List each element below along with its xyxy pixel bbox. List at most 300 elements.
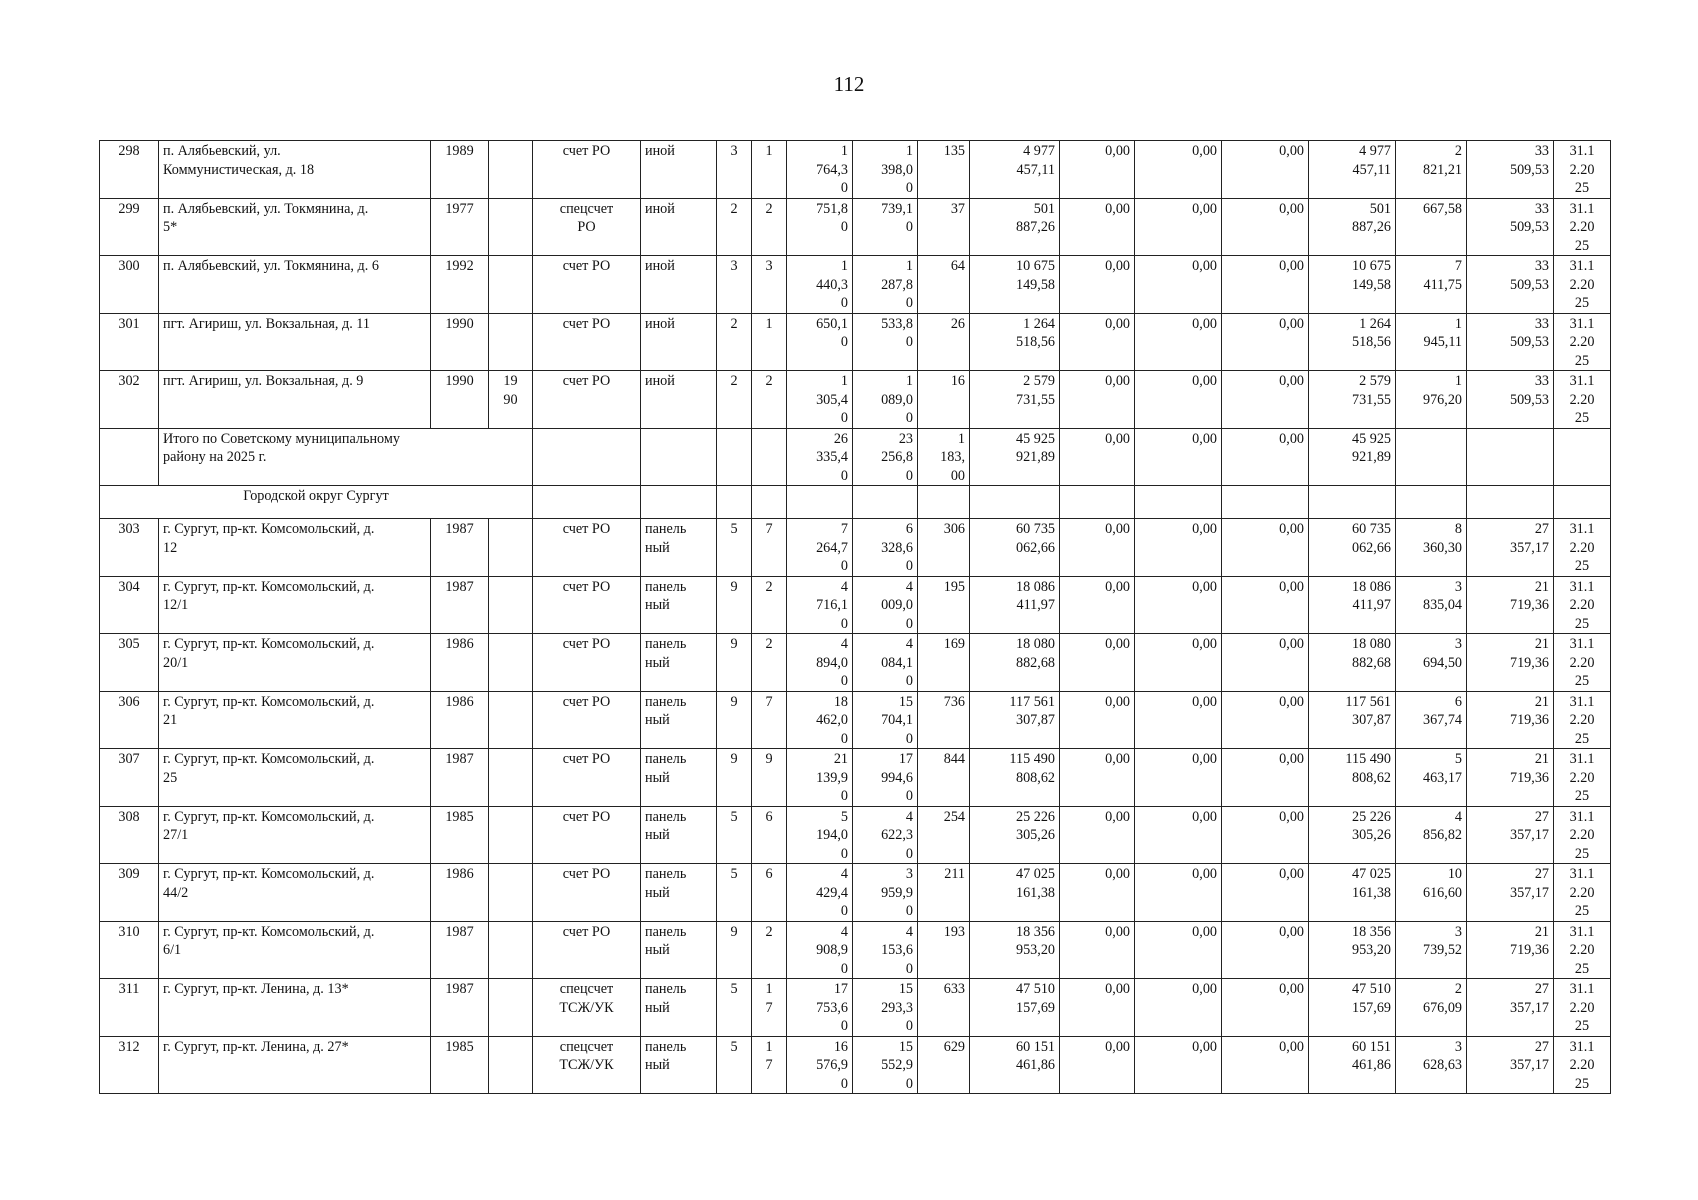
cell-cost-owners: 18 080 882,68 [1309,634,1396,692]
cell-empty [717,486,752,519]
cell-cost-source-2: 0,00 [1060,691,1135,749]
total-limit-per-sqm [1467,428,1554,486]
cell-deadline: 31.1 2.20 25 [1554,749,1611,807]
cell-total-area: 1 305,4 0 [787,371,853,429]
cell-year-reconstruction [489,921,533,979]
cell-floors: 9 [717,921,752,979]
cell-year-built: 1987 [431,921,489,979]
cell-deadline: 31.1 2.20 25 [1554,634,1611,692]
cell-residents: 254 [918,806,970,864]
cell-cost-source-2: 0,00 [1060,979,1135,1037]
cell-cost-owners: 115 490 808,62 [1309,749,1396,807]
cell-empty [533,486,641,519]
cell-cost-source-2: 0,00 [1060,313,1135,371]
cell-floors: 2 [717,313,752,371]
cell-wall-material: иной [641,256,717,314]
cell-entrances: 2 [752,198,787,256]
cell-fund-account: счет РО [533,371,641,429]
cell-living-area: 6 328,6 0 [853,519,918,577]
cell-cost-source-3: 0,00 [1135,313,1222,371]
cell-total-area: 16 576,9 0 [787,1036,853,1094]
cell-total-area: 18 462,0 0 [787,691,853,749]
cell-year-built: 1986 [431,864,489,922]
cell-row-number: 298 [100,141,159,199]
cell-address: п. Алябьевский, ул. Токмянина, д. 6 [159,256,431,314]
total-residents: 1 183, 00 [918,428,970,486]
cell-empty [752,486,787,519]
cell-total-area: 4 716,1 0 [787,576,853,634]
cell-entrances: 2 [752,371,787,429]
total-label: Итого по Советскому муниципальному району на 2025 г. [159,428,533,486]
cell-floors: 3 [717,141,752,199]
cell-year-reconstruction [489,1036,533,1094]
table-row [100,864,1611,922]
cell-entrances: 6 [752,806,787,864]
cell-cost-source-2: 0,00 [1060,749,1135,807]
cell-wall-material: иной [641,371,717,429]
cell-year-reconstruction [489,979,533,1037]
cell-row-number: 309 [100,864,159,922]
cell-cost-source-4: 0,00 [1222,371,1309,429]
cell-cost-source-3: 0,00 [1135,691,1222,749]
cell-floors: 5 [717,864,752,922]
cell-limit-per-sqm: 33 509,53 [1467,198,1554,256]
cell-limit-per-sqm: 27 357,17 [1467,864,1554,922]
cell-cost-per-sqm: 3 694,50 [1396,634,1467,692]
cell-living-area: 3 959,9 0 [853,864,918,922]
cell-cost-source-4: 0,00 [1222,979,1309,1037]
cell-total-cost: 115 490 808,62 [970,749,1060,807]
cell-year-built: 1987 [431,576,489,634]
table-row [100,371,1611,429]
cell-entrances: 7 [752,519,787,577]
cell-cost-source-4: 0,00 [1222,921,1309,979]
cell-living-area: 4 009,0 0 [853,576,918,634]
cell-cost-per-sqm: 7 411,75 [1396,256,1467,314]
cell-year-reconstruction [489,313,533,371]
cell-entrances: 1 [752,313,787,371]
cell-empty [1309,486,1396,519]
cell-fund-account: счет РО [533,141,641,199]
cell-living-area: 1 287,8 0 [853,256,918,314]
cell-row-number: 312 [100,1036,159,1094]
cell-empty [1396,486,1467,519]
cell-fund-account: счет РО [533,921,641,979]
cell-cost-source-2: 0,00 [1060,256,1135,314]
cell-total-area: 5 194,0 0 [787,806,853,864]
housing-program-table [99,140,1611,1094]
cell-total-area: 7 264,7 0 [787,519,853,577]
cell-address: п. Алябьевский, ул. Токмянина, д. 5* [159,198,431,256]
cell-deadline: 31.1 2.20 25 [1554,979,1611,1037]
cell-fund-account: счет РО [533,576,641,634]
cell-cost-owners: 2 579 731,55 [1309,371,1396,429]
cell-cost-per-sqm: 10 616,60 [1396,864,1467,922]
cell-total-area: 21 139,9 0 [787,749,853,807]
total-cost-source-3: 0,00 [1135,428,1222,486]
table-row [100,806,1611,864]
cell-total-cost: 25 226 305,26 [970,806,1060,864]
cell-entrances: 2 [752,576,787,634]
cell-total-cost: 18 086 411,97 [970,576,1060,634]
cell-address: г. Сургут, пр-кт. Комсомольский, д. 12 [159,519,431,577]
cell-fund-account: счет РО [533,806,641,864]
cell-residents: 306 [918,519,970,577]
cell-cost-source-2: 0,00 [1060,519,1135,577]
table-row [100,634,1611,692]
cell-total-cost: 18 356 953,20 [970,921,1060,979]
cell-wall-material: панель ный [641,921,717,979]
cell-floors: 9 [717,634,752,692]
cell-residents: 26 [918,313,970,371]
cell-floors: 5 [717,1036,752,1094]
cell-cost-owners: 117 561 307,87 [1309,691,1396,749]
cell-address: г. Сургут, пр-кт. Комсомольский, д. 20/1 [159,634,431,692]
cell-row-number: 300 [100,256,159,314]
cell-cost-source-3: 0,00 [1135,749,1222,807]
table-row [100,979,1611,1037]
cell-cost-per-sqm: 4 856,82 [1396,806,1467,864]
total-deadline [1554,428,1611,486]
cell-total-area: 751,8 0 [787,198,853,256]
cell-year-built: 1990 [431,371,489,429]
cell-address: г. Сургут, пр-кт. Комсомольский, д. 6/1 [159,921,431,979]
cell-wall-material: панель ный [641,806,717,864]
table-row [100,749,1611,807]
cell-total-area: 650,1 0 [787,313,853,371]
cell-cost-source-4: 0,00 [1222,256,1309,314]
cell-year-built: 1989 [431,141,489,199]
cell-residents: 16 [918,371,970,429]
cell-fund-account: счет РО [533,313,641,371]
cell-year-built: 1987 [431,979,489,1037]
cell-empty [752,428,787,486]
cell-residents: 135 [918,141,970,199]
cell-residents: 193 [918,921,970,979]
cell-cost-owners: 1 264 518,56 [1309,313,1396,371]
cell-total-cost: 47 510 157,69 [970,979,1060,1037]
table-body [100,141,1611,1094]
cell-empty [918,486,970,519]
cell-cost-source-4: 0,00 [1222,691,1309,749]
cell-total-cost: 4 977 457,11 [970,141,1060,199]
cell-deadline: 31.1 2.20 25 [1554,691,1611,749]
cell-cost-source-3: 0,00 [1135,256,1222,314]
cell-floors: 3 [717,256,752,314]
cell-living-area: 1 398,0 0 [853,141,918,199]
cell-living-area: 15 293,3 0 [853,979,918,1037]
cell-cost-source-4: 0,00 [1222,313,1309,371]
cell-limit-per-sqm: 33 509,53 [1467,313,1554,371]
cell-fund-account: спецсчет ТСЖ/УК [533,1036,641,1094]
cell-year-built: 1987 [431,749,489,807]
cell-residents: 169 [918,634,970,692]
cell-cost-source-3: 0,00 [1135,634,1222,692]
cell-living-area: 15 552,9 0 [853,1036,918,1094]
cell-empty [853,486,918,519]
cell-empty [970,486,1060,519]
cell-living-area: 17 994,6 0 [853,749,918,807]
cell-limit-per-sqm: 21 719,36 [1467,634,1554,692]
cell-deadline: 31.1 2.20 25 [1554,313,1611,371]
cell-cost-source-3: 0,00 [1135,806,1222,864]
cell-empty [100,428,159,486]
cell-wall-material: панель ный [641,519,717,577]
cell-residents: 37 [918,198,970,256]
cell-row-number: 311 [100,979,159,1037]
cell-year-built: 1990 [431,313,489,371]
cell-total-area: 1 764,3 0 [787,141,853,199]
cell-row-number: 301 [100,313,159,371]
cell-floors: 9 [717,749,752,807]
cell-limit-per-sqm: 21 719,36 [1467,749,1554,807]
cell-year-reconstruction [489,198,533,256]
cell-year-reconstruction [489,141,533,199]
cell-address: п. Алябьевский, ул. Коммунистическая, д. 18 [159,141,431,199]
cell-row-number: 304 [100,576,159,634]
cell-fund-account: счет РО [533,256,641,314]
cell-living-area: 533,8 0 [853,313,918,371]
cell-year-built: 1985 [431,806,489,864]
cell-deadline: 31.1 2.20 25 [1554,921,1611,979]
cell-residents: 629 [918,1036,970,1094]
cell-deadline: 31.1 2.20 25 [1554,576,1611,634]
cell-year-reconstruction [489,256,533,314]
cell-year-reconstruction [489,519,533,577]
cell-deadline: 31.1 2.20 25 [1554,371,1611,429]
cell-cost-source-2: 0,00 [1060,806,1135,864]
cell-year-reconstruction [489,864,533,922]
cell-cost-per-sqm: 3 835,04 [1396,576,1467,634]
cell-cost-per-sqm: 8 360,30 [1396,519,1467,577]
cell-limit-per-sqm: 21 719,36 [1467,691,1554,749]
cell-wall-material: панель ный [641,979,717,1037]
cell-entrances: 2 [752,634,787,692]
cell-fund-account: счет РО [533,519,641,577]
cell-cost-source-4: 0,00 [1222,141,1309,199]
cell-limit-per-sqm: 33 509,53 [1467,371,1554,429]
cell-entrances: 3 [752,256,787,314]
cell-cost-source-2: 0,00 [1060,141,1135,199]
cell-address: г. Сургут, пр-кт. Ленина, д. 13* [159,979,431,1037]
cell-row-number: 303 [100,519,159,577]
cell-row-number: 299 [100,198,159,256]
cell-address: пгт. Агириш, ул. Вокзальная, д. 11 [159,313,431,371]
cell-residents: 195 [918,576,970,634]
cell-cost-source-2: 0,00 [1060,1036,1135,1094]
cell-cost-source-2: 0,00 [1060,371,1135,429]
total-row [100,428,1611,486]
cell-year-reconstruction [489,576,533,634]
cell-entrances: 1 7 [752,979,787,1037]
cell-deadline: 31.1 2.20 25 [1554,1036,1611,1094]
cell-deadline: 31.1 2.20 25 [1554,198,1611,256]
cell-fund-account: счет РО [533,634,641,692]
cell-cost-per-sqm: 2 676,09 [1396,979,1467,1037]
cell-total-cost: 10 675 149,58 [970,256,1060,314]
cell-cost-source-3: 0,00 [1135,1036,1222,1094]
cell-cost-source-3: 0,00 [1135,141,1222,199]
cell-year-reconstruction: 19 90 [489,371,533,429]
cell-empty [1060,486,1135,519]
cell-deadline: 31.1 2.20 25 [1554,256,1611,314]
cell-cost-source-4: 0,00 [1222,806,1309,864]
cell-limit-per-sqm: 27 357,17 [1467,519,1554,577]
cell-cost-source-3: 0,00 [1135,198,1222,256]
cell-residents: 211 [918,864,970,922]
cell-cost-owners: 10 675 149,58 [1309,256,1396,314]
cell-floors: 9 [717,576,752,634]
cell-year-built: 1986 [431,691,489,749]
cell-cost-source-3: 0,00 [1135,519,1222,577]
cell-total-area: 4 894,0 0 [787,634,853,692]
cell-deadline: 31.1 2.20 25 [1554,864,1611,922]
cell-cost-source-4: 0,00 [1222,198,1309,256]
cell-empty [787,486,853,519]
cell-address: г. Сургут, пр-кт. Комсомольский, д. 12/1 [159,576,431,634]
cell-total-area: 1 440,3 0 [787,256,853,314]
cell-fund-account: спецсчет ТСЖ/УК [533,979,641,1037]
page-number: 112 [833,72,865,96]
cell-cost-per-sqm: 5 463,17 [1396,749,1467,807]
cell-cost-owners: 18 086 411,97 [1309,576,1396,634]
cell-total-cost: 47 025 161,38 [970,864,1060,922]
cell-year-reconstruction [489,691,533,749]
cell-entrances: 1 7 [752,1036,787,1094]
cell-empty [641,486,717,519]
table-row [100,691,1611,749]
total-total-cost: 45 925 921,89 [970,428,1060,486]
cell-total-cost: 60 735 062,66 [970,519,1060,577]
cell-row-number: 308 [100,806,159,864]
cell-empty [641,428,717,486]
cell-living-area: 4 622,3 0 [853,806,918,864]
cell-address: пгт. Агириш, ул. Вокзальная, д. 9 [159,371,431,429]
cell-cost-per-sqm: 1 945,11 [1396,313,1467,371]
cell-year-built: 1985 [431,1036,489,1094]
cell-total-cost: 18 080 882,68 [970,634,1060,692]
cell-empty [1135,486,1222,519]
cell-fund-account: счет РО [533,691,641,749]
cell-wall-material: панель ный [641,634,717,692]
cell-cost-source-3: 0,00 [1135,979,1222,1037]
cell-year-reconstruction [489,806,533,864]
cell-total-cost: 117 561 307,87 [970,691,1060,749]
cell-limit-per-sqm: 27 357,17 [1467,979,1554,1037]
cell-living-area: 4 084,1 0 [853,634,918,692]
cell-limit-per-sqm: 27 357,17 [1467,806,1554,864]
cell-address: г. Сургут, пр-кт. Комсомольский, д. 21 [159,691,431,749]
cell-cost-source-3: 0,00 [1135,921,1222,979]
cell-row-number: 306 [100,691,159,749]
cell-cost-per-sqm: 1 976,20 [1396,371,1467,429]
cell-total-area: 17 753,6 0 [787,979,853,1037]
cell-living-area: 4 153,6 0 [853,921,918,979]
cell-row-number: 310 [100,921,159,979]
cell-cost-owners: 4 977 457,11 [1309,141,1396,199]
cell-cost-source-4: 0,00 [1222,749,1309,807]
cell-limit-per-sqm: 27 357,17 [1467,1036,1554,1094]
table-row [100,198,1611,256]
cell-total-cost: 60 151 461,86 [970,1036,1060,1094]
cell-empty [1222,486,1309,519]
cell-cost-source-3: 0,00 [1135,576,1222,634]
cell-wall-material: панель ный [641,1036,717,1094]
cell-residents: 633 [918,979,970,1037]
table-row [100,576,1611,634]
cell-limit-per-sqm: 21 719,36 [1467,576,1554,634]
cell-cost-per-sqm: 6 367,74 [1396,691,1467,749]
cell-fund-account: счет РО [533,749,641,807]
total-cost-per-sqm [1396,428,1467,486]
cell-cost-source-2: 0,00 [1060,198,1135,256]
cell-cost-source-2: 0,00 [1060,921,1135,979]
group-row [100,486,1611,519]
cell-year-built: 1992 [431,256,489,314]
cell-cost-source-4: 0,00 [1222,1036,1309,1094]
cell-cost-owners: 60 151 461,86 [1309,1036,1396,1094]
cell-address: г. Сургут, пр-кт. Комсомольский, д. 25 [159,749,431,807]
cell-living-area: 15 704,1 0 [853,691,918,749]
cell-entrances: 9 [752,749,787,807]
cell-cost-owners: 47 510 157,69 [1309,979,1396,1037]
cell-fund-account: счет РО [533,864,641,922]
total-cost-source-2: 0,00 [1060,428,1135,486]
cell-address: г. Сургут, пр-кт. Ленина, д. 27* [159,1036,431,1094]
cell-deadline: 31.1 2.20 25 [1554,519,1611,577]
table-row [100,256,1611,314]
cell-year-built: 1977 [431,198,489,256]
cell-cost-source-2: 0,00 [1060,634,1135,692]
cell-limit-per-sqm: 21 719,36 [1467,921,1554,979]
table-row [100,921,1611,979]
cell-empty [1554,486,1611,519]
cell-cost-source-2: 0,00 [1060,576,1135,634]
cell-year-built: 1986 [431,634,489,692]
cell-row-number: 307 [100,749,159,807]
cell-address: г. Сургут, пр-кт. Комсомольский, д. 27/1 [159,806,431,864]
cell-deadline: 31.1 2.20 25 [1554,141,1611,199]
cell-residents: 64 [918,256,970,314]
cell-wall-material: иной [641,141,717,199]
cell-cost-owners: 60 735 062,66 [1309,519,1396,577]
cell-total-cost: 1 264 518,56 [970,313,1060,371]
cell-entrances: 1 [752,141,787,199]
table-row [100,1036,1611,1094]
cell-entrances: 6 [752,864,787,922]
cell-cost-owners: 18 356 953,20 [1309,921,1396,979]
cell-entrances: 7 [752,691,787,749]
cell-empty [533,428,641,486]
cell-cost-owners: 25 226 305,26 [1309,806,1396,864]
cell-fund-account: спецсчет РО [533,198,641,256]
cell-cost-source-3: 0,00 [1135,371,1222,429]
cell-wall-material: панель ный [641,691,717,749]
cell-cost-per-sqm: 3 739,52 [1396,921,1467,979]
cell-cost-source-4: 0,00 [1222,576,1309,634]
table-row [100,141,1611,199]
cell-floors: 5 [717,806,752,864]
table-row [100,519,1611,577]
cell-floors: 5 [717,519,752,577]
cell-living-area: 739,1 0 [853,198,918,256]
total-living-area: 23 256,8 0 [853,428,918,486]
cell-year-built: 1987 [431,519,489,577]
cell-cost-per-sqm: 2 821,21 [1396,141,1467,199]
cell-living-area: 1 089,0 0 [853,371,918,429]
cell-year-reconstruction [489,634,533,692]
total-total-area: 26 335,4 0 [787,428,853,486]
